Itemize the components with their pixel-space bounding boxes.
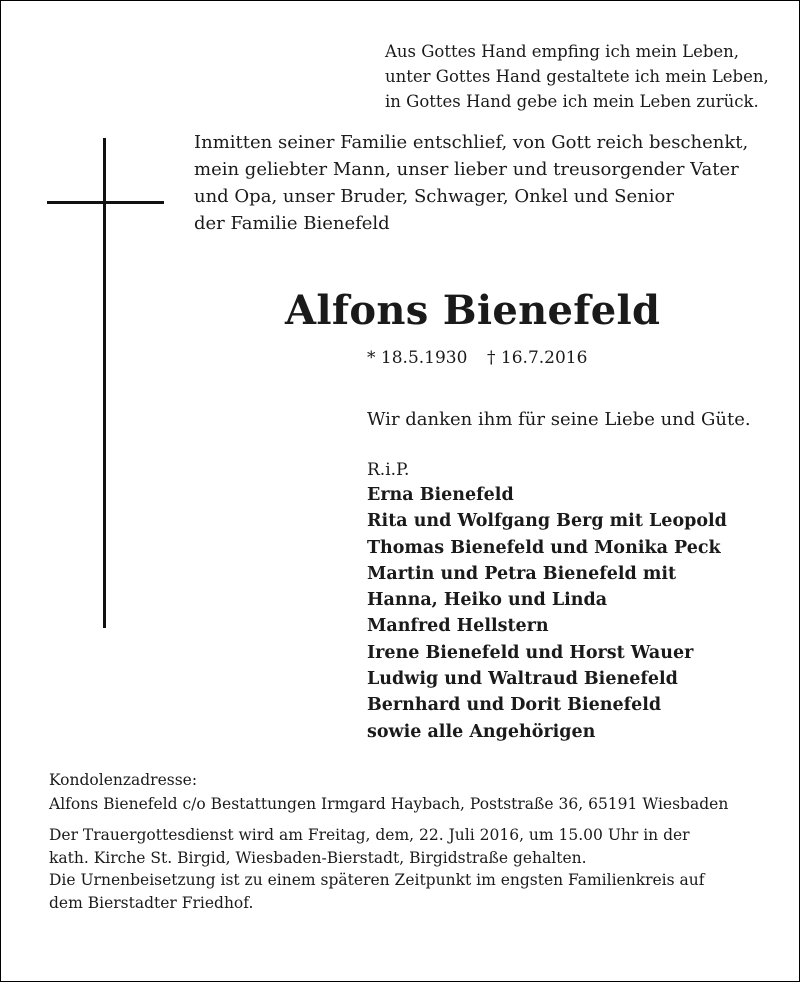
bible-motto (385, 39, 769, 114)
intro-line: Inmitten seiner Familie entschlief, von Gott reich beschenkt, (194, 132, 749, 153)
mourners-list (367, 482, 727, 745)
intro-line: der Familie Bienefeld (194, 213, 390, 234)
intro-text (194, 129, 748, 237)
intro-line: mein geliebter Mann, unser lieber und treusorgender Vater (194, 159, 739, 180)
service-line: Die Urnenbeisetzung ist zu einem späteren Zeitpunkt im engsten Familienkreis auf (49, 871, 705, 889)
rip-line: R.i.P. (367, 460, 410, 480)
mourner-line: Ludwig und Waltraud Bienefeld (367, 669, 678, 690)
intro-line: und Opa, unser Bruder, Schwager, Onkel und Senior (194, 186, 674, 207)
service-line: dem Bierstadter Friedhof. (49, 893, 254, 912)
cross-horizontal-beam (47, 201, 164, 204)
deceased-name: Alfons Bienefeld (285, 287, 661, 334)
mourner-line: Manfred Hellstern (367, 616, 549, 637)
death-date: † 16.7.2016 (487, 348, 588, 368)
mourner-line: Martin und Petra Bienefeld mit (367, 563, 677, 584)
condolence-label: Kondolenzadresse: (49, 771, 198, 789)
mourner-line: sowie alle Angehörigen (367, 721, 596, 742)
thanks-line: Wir danken ihm für seine Liebe und Güte. (367, 409, 751, 430)
service-line: Der Trauergottesdienst wird am Freitag, dem, 22. Juli 2016, um 15.00 Uhr in der (49, 826, 690, 844)
mourner-line: Rita und Wolfgang Berg mit Leopold (367, 511, 727, 532)
motto-line: in Gottes Hand gebe ich mein Leben zurück. (385, 92, 759, 111)
service-line: kath. Kirche St. Birgid, Wiesbaden-Bierstadt, Birgidstraße gehalten. (49, 848, 587, 867)
mourner-line: Bernhard und Dorit Bienefeld (367, 695, 662, 716)
motto-line: Aus Gottes Hand empfing ich mein Leben, (385, 42, 740, 61)
mourner-line: Hanna, Heiko und Linda (367, 590, 608, 611)
condolence-address (49, 768, 728, 816)
mourner-line: Thomas Bienefeld und Monika Peck (367, 537, 721, 558)
cross-vertical-beam (103, 138, 106, 628)
mourner-line: Erna Bienefeld (367, 485, 514, 505)
mourner-line: Irene Bienefeld und Horst Wauer (367, 642, 694, 663)
condolence-address-line: Alfons Bienefeld c/o Bestattungen Irmgard Haybach, Poststraße 36, 65191 Wiesbaden (49, 795, 729, 813)
birth-date: * 18.5.1930 (367, 348, 468, 368)
service-info (49, 824, 704, 914)
motto-line: unter Gottes Hand gestaltete ich mein Leben, (385, 67, 769, 86)
